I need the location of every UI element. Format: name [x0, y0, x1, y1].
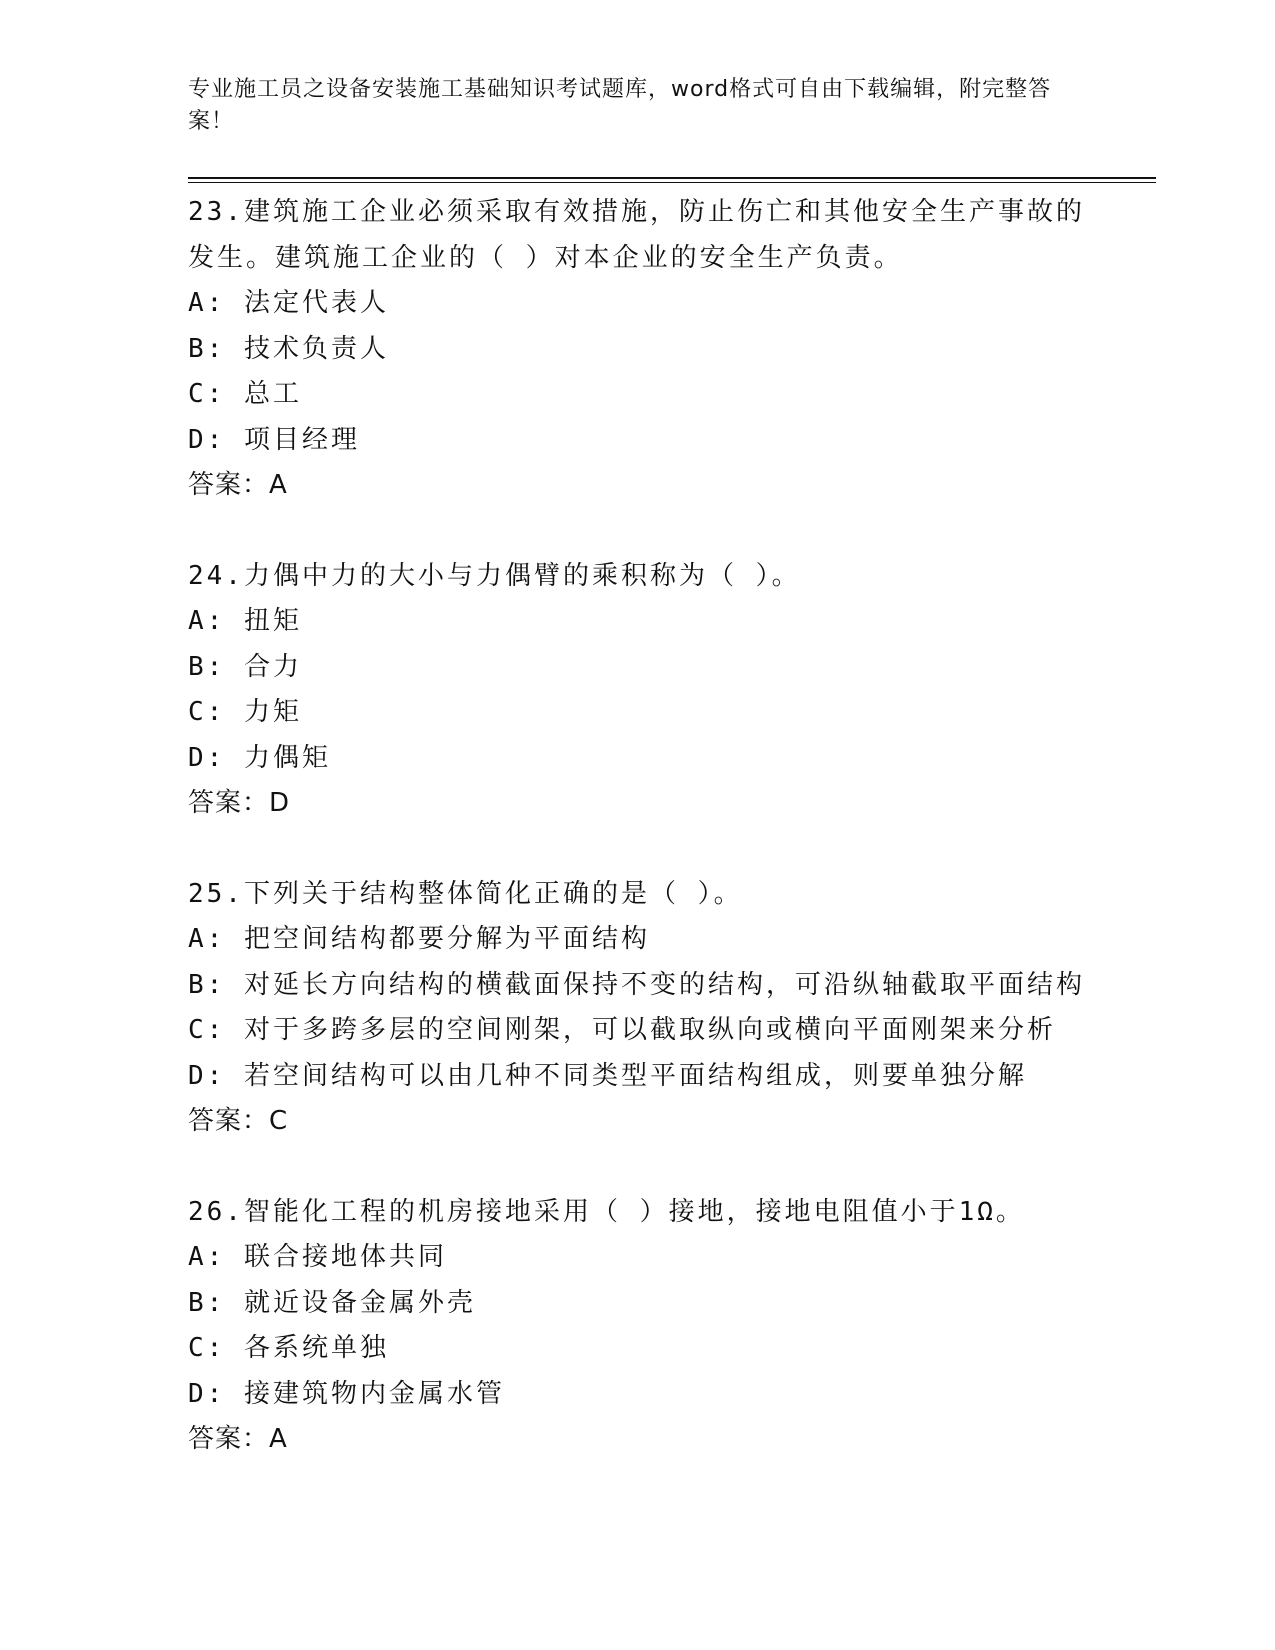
question-stem: 26.智能化工程的机房接地采用（ ）接地，接地电阻值小于1Ω。 [188, 1196, 1025, 1227]
option-c: C: 总工 [188, 379, 302, 409]
option-b: B: 合力 [188, 651, 302, 682]
option-a: A: 法定代表人 [188, 288, 389, 318]
question-stem: 25.下列关于结构整体简化正确的是（ ）。 [188, 878, 743, 909]
option-d: D: 若空间结构可以由几种不同类型平面结构组成，则要单独分解 [188, 1060, 1027, 1091]
option-c: C: 各系统单独 [188, 1333, 389, 1363]
header-rule-thin [188, 182, 1156, 183]
answer-label: 答案：C [188, 1106, 289, 1136]
option-d: D: 接建筑物内金属水管 [188, 1378, 505, 1409]
header-rule-thick [188, 177, 1156, 179]
document-header: 专业施工员之设备安装施工基础知识考试题库，word格式可自由下载编辑，附完整答案！ [188, 77, 1052, 134]
option-b: B: 就近设备金属外壳 [188, 1287, 476, 1318]
question-stem: 23.建筑施工企业必须采取有效措施，防止伤亡和其他安全生产事故的发生。建筑施工企业的（ ）对本企业的安全生产负责。 [188, 197, 1085, 273]
question-24 [188, 554, 1088, 827]
question-23 [188, 190, 1088, 509]
option-d: D: 力偶矩 [188, 742, 331, 773]
question-stem: 24.力偶中力的大小与力偶臂的乘积称为（ ）。 [188, 560, 801, 591]
option-a: A: 联合接地体共同 [188, 1242, 447, 1272]
question-26 [188, 1190, 1088, 1463]
option-c: C: 对于多跨多层的空间刚架，可以截取纵向或横向平面刚架来分析 [188, 1015, 1056, 1045]
option-a: A: 把空间结构都要分解为平面结构 [188, 924, 650, 954]
option-b: B: 技术负责人 [188, 333, 389, 364]
option-a: A: 扭矩 [188, 606, 302, 636]
option-d: D: 项目经理 [188, 424, 360, 455]
option-b: B: 对延长方向结构的横截面保持不变的结构，可沿纵轴截取平面结构 [188, 969, 1085, 1000]
option-c: C: 力矩 [188, 697, 302, 727]
question-25 [188, 872, 1088, 1145]
answer-label: 答案：A [188, 470, 288, 500]
answer-label: 答案：A [188, 1424, 288, 1454]
question-list [188, 190, 1088, 1508]
answer-label: 答案：D [188, 788, 291, 818]
